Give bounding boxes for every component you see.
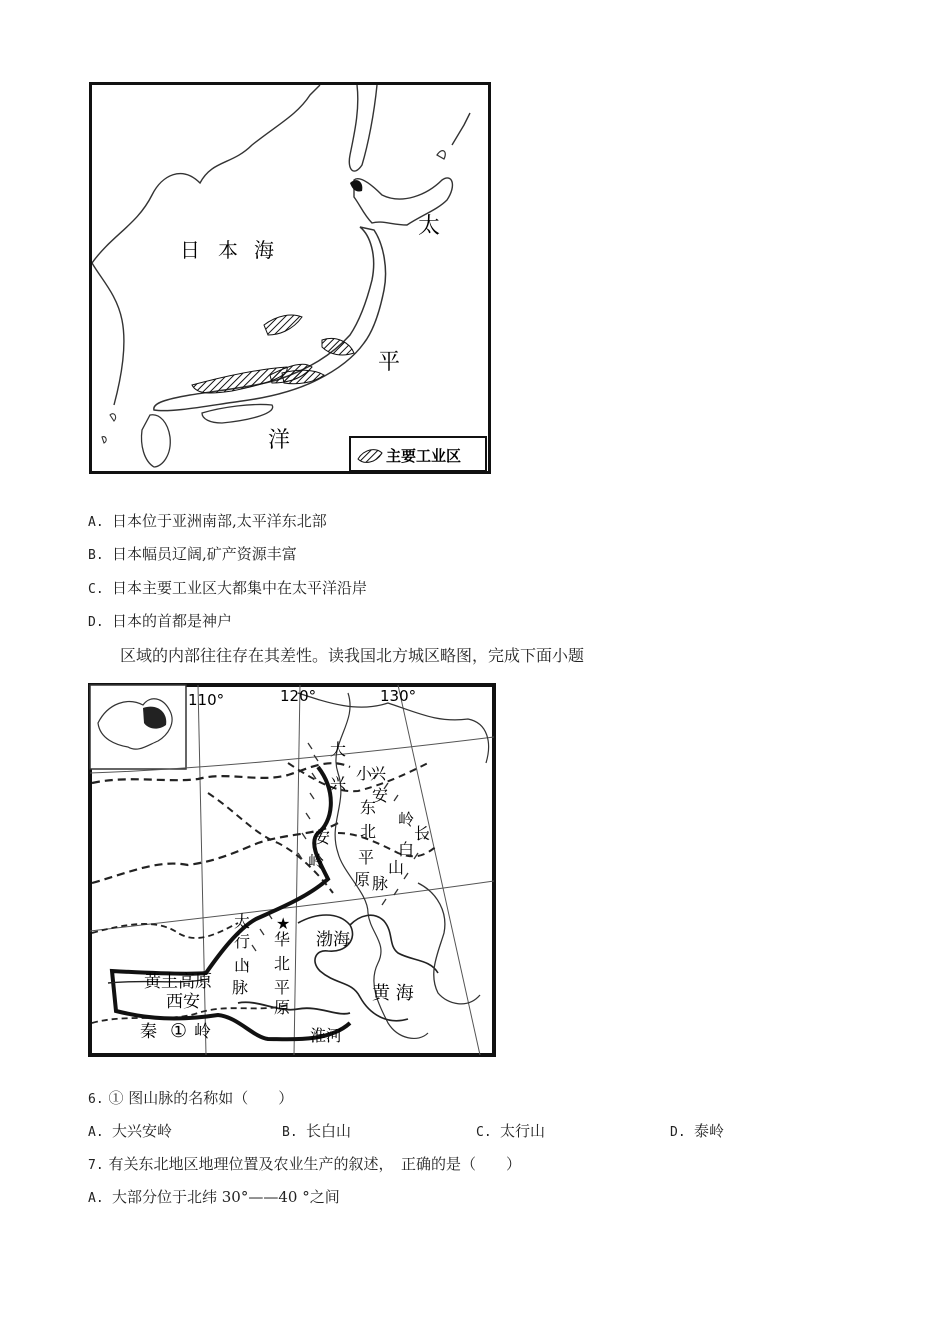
q5-option-c[interactable] <box>88 579 367 599</box>
sakhalin <box>349 85 377 171</box>
label-taihang-2: 山 <box>234 956 251 975</box>
label-an: 安 <box>314 828 331 847</box>
option-letter: D. <box>670 1125 686 1140</box>
option-text: 太行山 <box>500 1122 546 1140</box>
option-letter: A. <box>88 515 104 530</box>
q6-choice-a[interactable] <box>88 1122 172 1142</box>
label-xing: 兴 <box>330 774 347 793</box>
industrial-zone-keihin <box>322 338 354 355</box>
option-text: 日本幅员辽阔,矿产资源丰富 <box>112 545 297 563</box>
label-lon-110: 110° <box>188 691 225 709</box>
label-ling: 岭 <box>308 852 325 871</box>
option-letter: C. <box>88 582 104 597</box>
industrial-zone-chukyo <box>282 370 324 384</box>
question-intro: 区域的内部往往存在其差性。读我国北方城区略图，完成下面小题 <box>120 646 585 665</box>
label-xiao-ling: 岭 <box>398 810 415 829</box>
inset-frame <box>90 685 186 769</box>
label-xian: 西安 <box>166 992 200 1012</box>
label-ri: 日 <box>180 238 200 262</box>
option-text: 长白山 <box>306 1122 352 1140</box>
q6-choice-c[interactable] <box>476 1122 545 1142</box>
label-ping: 平 <box>378 350 401 375</box>
q5-option-a[interactable] <box>88 512 327 532</box>
label-tai: 太 <box>418 214 441 239</box>
label-dongbei-3: 原 <box>354 870 371 889</box>
option-text: 日本位于亚洲南部,太平洋东北部 <box>112 512 327 530</box>
option-text: 大部分位于北纬 30°——40 °之间 <box>112 1188 340 1206</box>
japan-map-drawing <box>92 85 488 471</box>
label-changbai-2: 山 <box>388 858 405 877</box>
option-text: 大兴安岭 <box>112 1122 173 1140</box>
north-china-map-drawing: ★ 110° 120° 130° 50°N 40°N 大 兴 安 岭 小 兴 安 岭 东 北 平 原 长 白 山 脉 太 行 山 脉 华 北 平 原 渤海 黄 海 黄土高原 西安 秦 ① 岭 淮河 <box>88 683 498 1059</box>
option-text: 日本的首都是神户 <box>112 612 233 630</box>
label-bohai: 渤海 <box>316 930 350 950</box>
q7-text: 有关东北地区地理位置及农业生产的叙述， 正确的是（ ） <box>108 1155 521 1173</box>
label-dongbei-2: 平 <box>358 848 375 867</box>
label-dongbei-1: 北 <box>360 822 377 841</box>
q7-stem <box>88 1155 521 1175</box>
label-lon-120: 120° <box>280 687 317 705</box>
label-qinling-mark: ① <box>170 1020 188 1042</box>
q7-number: 7. <box>88 1158 104 1173</box>
option-text: 日本主要工业区大都集中在太平洋沿岸 <box>112 579 368 597</box>
label-huabei-3: 原 <box>274 998 291 1017</box>
label-huanghai: 黄 海 <box>372 983 414 1004</box>
q6-choice-b[interactable] <box>282 1122 351 1142</box>
option-letter: B. <box>88 548 104 563</box>
label-lon-130: 130° <box>380 687 417 705</box>
option-letter: D. <box>88 615 104 630</box>
q6-choice-d[interactable] <box>670 1122 724 1142</box>
label-taihang-0: 太 <box>234 912 251 931</box>
q6-number: 6. <box>88 1092 104 1107</box>
industrial-zone-hokkaido <box>350 180 362 191</box>
q6-text: ① 图山脉的名称如（ ） <box>108 1089 294 1107</box>
q5-option-b[interactable] <box>88 545 297 565</box>
label-dongbei-0: 东 <box>360 798 377 817</box>
label-ben: 本 <box>218 238 238 262</box>
label-xiao-an: 安 <box>372 786 389 805</box>
label-changbai-3: 脉 <box>372 874 389 893</box>
label-taihang-3: 脉 <box>232 978 249 997</box>
kyushu <box>142 415 171 467</box>
label-xiao: 小 <box>356 764 373 783</box>
label-huabei-2: 平 <box>274 978 291 997</box>
label-huabei-0: 华 <box>274 930 291 949</box>
korea-coast <box>92 263 124 405</box>
japan-map <box>89 82 491 474</box>
legend-label: 主要工业区 <box>386 447 462 465</box>
label-qinling-ling: 岭 <box>194 1022 211 1042</box>
label-da: 大 <box>330 740 347 759</box>
industrial-zone-hokuriku <box>264 315 302 335</box>
q7-option-a[interactable] <box>88 1188 340 1208</box>
capital-star-icon: ★ <box>276 914 291 933</box>
option-letter: A. <box>88 1191 104 1206</box>
label-huabei-1: 北 <box>274 954 291 973</box>
label-taihang-1: 行 <box>234 932 251 951</box>
option-text: 泰岭 <box>694 1122 725 1140</box>
option-letter: C. <box>476 1125 492 1140</box>
label-changbai-1: 白 <box>398 840 415 859</box>
q6-stem <box>88 1089 293 1109</box>
north-china-map <box>88 683 543 1059</box>
shikoku <box>202 404 273 423</box>
label-qinling-qin: 秦 <box>140 1022 157 1042</box>
label-yang: 洋 <box>268 428 291 453</box>
label-hai: 海 <box>254 238 274 262</box>
option-letter: A. <box>88 1125 104 1140</box>
label-xiao-xing: 兴 <box>370 764 387 783</box>
label-huaihe: 淮河 <box>310 1026 343 1045</box>
option-letter: B. <box>282 1125 298 1140</box>
q5-option-d[interactable] <box>88 612 232 632</box>
label-changbai-0: 长 <box>414 824 431 843</box>
label-loess: 黄土高原 <box>144 972 212 992</box>
mainland-coast <box>92 85 320 263</box>
